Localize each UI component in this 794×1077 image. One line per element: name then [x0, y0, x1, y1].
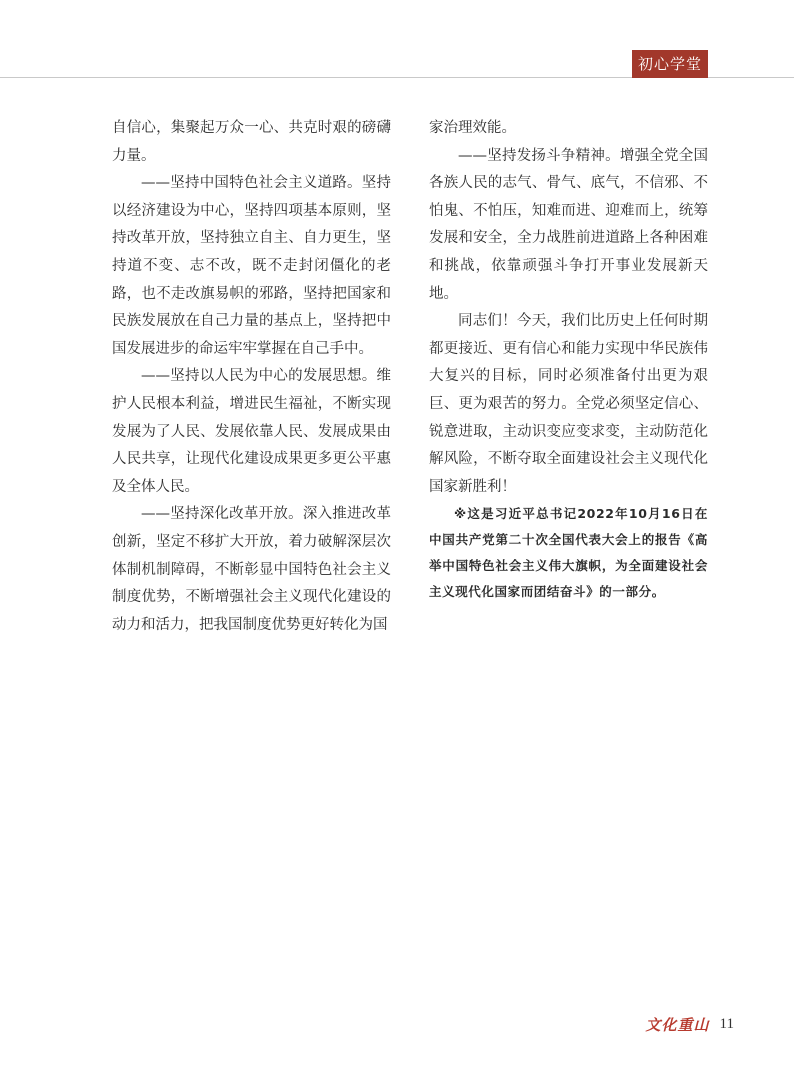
paragraph: 家治理效能。	[429, 120, 516, 136]
right-column	[429, 115, 708, 605]
left-column	[112, 115, 391, 639]
masthead-logo: 文化重山	[645, 1016, 710, 1034]
section-tag: 初心学堂	[632, 50, 708, 78]
paragraph: ——坚持发扬斗争精神。增强全党全国各族人民的志气、骨气、底气，不信邪、不怕鬼、不怕压，知难而进、迎难而上，统筹发展和安全，全力战胜前进道路上各种困难和挑战，依靠顽强斗争打开事业发展新天地。	[429, 147, 708, 302]
page-number: 11	[719, 1016, 734, 1032]
source-note: ※这是习近平总书记2022年10月16日在中国共产党第二十次全国代表大会上的报告《高举中国特色社会主义伟大旗帜，为全面建设社会主义现代化国家而团结奋斗》的一部分。	[429, 506, 708, 600]
paragraph: 自信心，集聚起万众一心、共克时艰的磅礴力量。	[112, 120, 391, 164]
paragraph: 同志们！今天，我们比历史上任何时期都更接近、更有信心和能力实现中华民族伟大复兴的目标，同时必须准备付出更为艰巨、更为艰苦的努力。全党必须坚定信心、锐意进取，主动识变应变求变，主动防范化解风险，不断夺取全面建设社会主义现代化国家新胜利！	[429, 313, 708, 495]
paragraph: ——坚持中国特色社会主义道路。坚持以经济建设为中心，坚持四项基本原则，坚持改革开放，坚持独立自主、自力更生，坚持道不变、志不改，既不走封闭僵化的老路，也不走改旗易帜的邪路，坚持把国家和民族发展放在自己力量的基点上，坚持把中国发展进步的命运牢牢掌握在自己手中。	[112, 175, 391, 357]
page-footer	[646, 1014, 734, 1035]
paragraph: ——坚持以人民为中心的发展思想。维护人民根本利益，增进民生福祉，不断实现发展为了人民、发展依靠人民、发展成果由人民共享，让现代化建设成果更多更公平惠及全体人民。	[112, 368, 391, 495]
paragraph: ——坚持深化改革开放。深入推进改革创新，坚定不移扩大开放，着力破解深层次体制机制障碍，不断彰显中国特色社会主义制度优势，不断增强社会主义现代化建设的动力和活力，把我国制度优势更好转化为国	[112, 506, 391, 633]
